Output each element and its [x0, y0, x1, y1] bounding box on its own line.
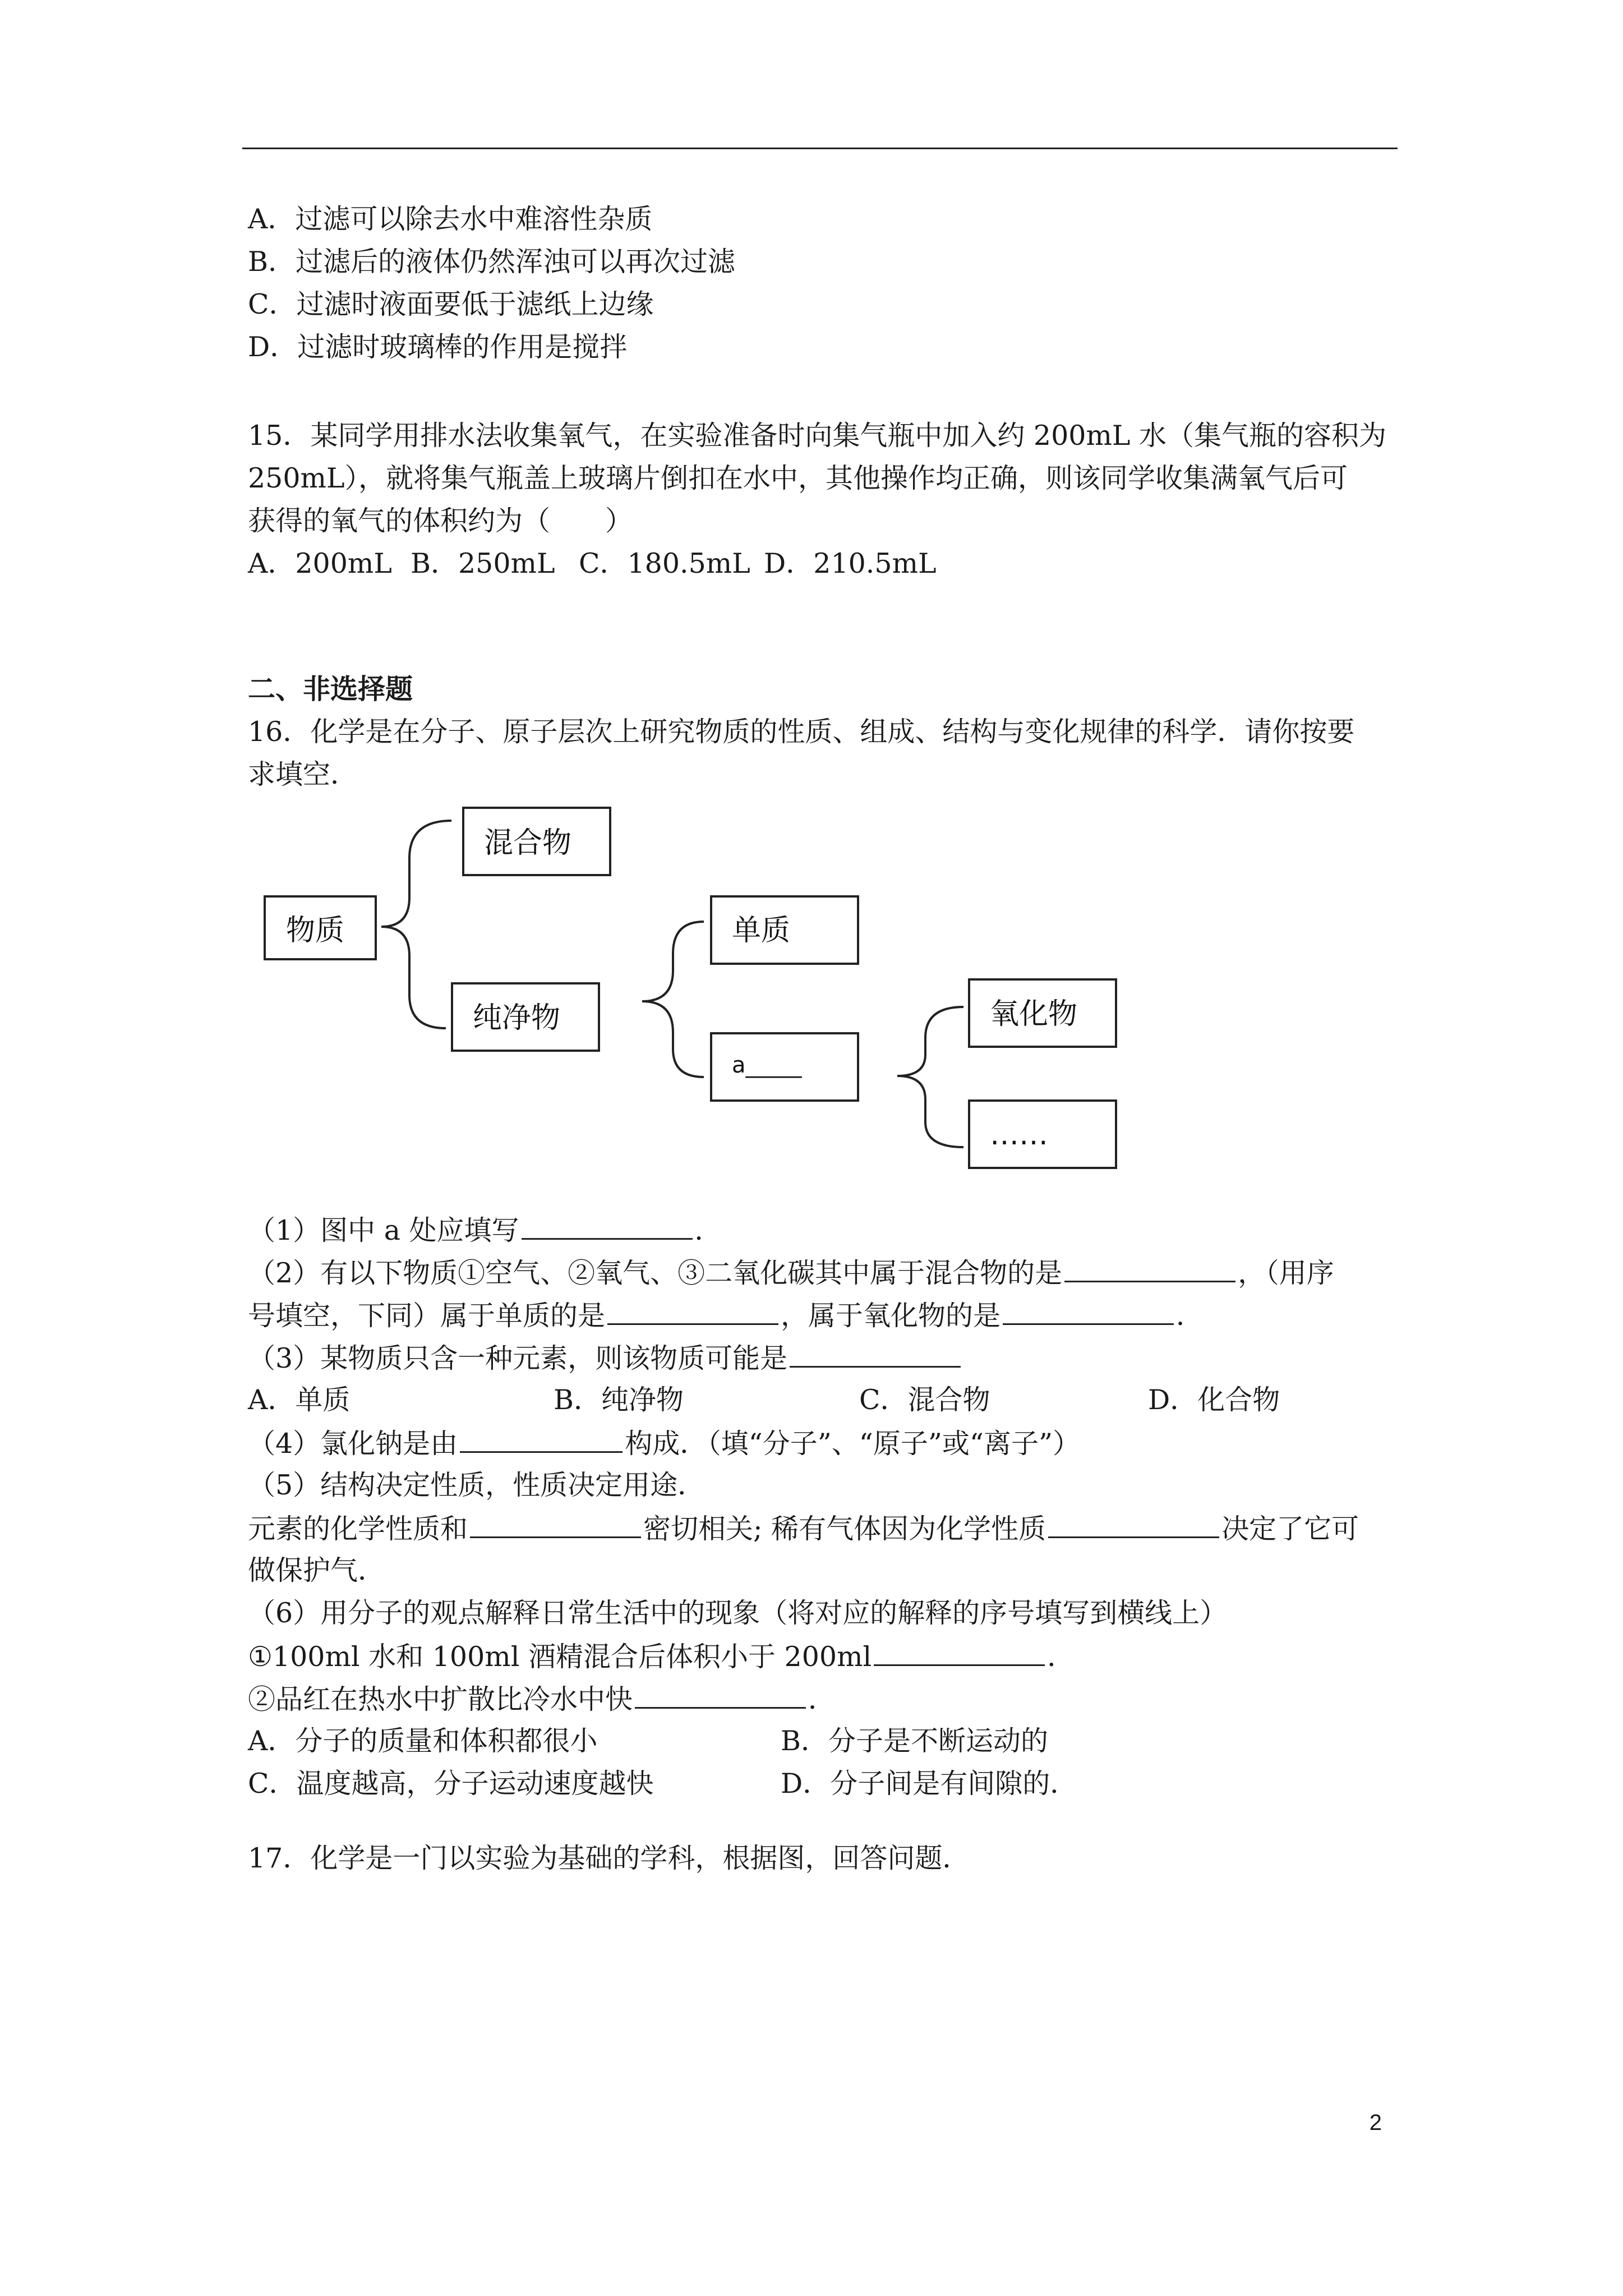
- q16-part-5-line-1: （5）结构决定性质，性质决定用途．: [248, 1469, 706, 1501]
- q16-part-1-end: ．: [694, 1214, 722, 1247]
- q15-stem-line-3: 获得的氧气的体积约为（ ）: [248, 505, 633, 537]
- q16-p3-option-b: B．纯净物: [554, 1384, 684, 1416]
- q16-part-5-text-3: 决定了它可: [1221, 1513, 1359, 1545]
- section-heading: 二、非选择题: [248, 673, 413, 705]
- q14-option-a: A．过滤可以除去水中难溶性杂质: [248, 203, 653, 235]
- answer-blank-element[interactable]: [607, 1299, 778, 1325]
- q16-p3-option-d: D．化合物: [1148, 1384, 1280, 1416]
- q15-option-c: C．180.5mL: [579, 547, 750, 579]
- label-others: ……: [990, 1118, 1048, 1152]
- q17-stem: 17．化学是一门以实验为基础的学科，根据图，回答问题．: [248, 1842, 970, 1874]
- q16-part-3-text: （3）某物质只含一种元素，则该物质可能是: [248, 1342, 788, 1375]
- q16-part-3-options: [248, 1384, 1280, 1417]
- answer-blank-a[interactable]: [522, 1213, 693, 1240]
- label-mixture: 混合物: [484, 826, 572, 860]
- q16-part-6-item-1: [248, 1640, 1075, 1674]
- q16-part-2-text-2: 号填空，下同）属于单质的是: [248, 1300, 606, 1332]
- q15-stem-line-1: 15．某同学用排水法收集氧气，在实验准备时向集气瓶中加入约 200mL 水（集气瓶的容积为: [248, 420, 1387, 452]
- answer-blank-noble-gas[interactable]: [1048, 1512, 1219, 1538]
- q16-part-6-item-2-text: ②品红在热水中扩散比冷水中快: [248, 1683, 633, 1716]
- q16-part-5-line-3: 做保护气．: [248, 1554, 386, 1586]
- q16-part-6-item-1-text: ①100ml 水和 100ml 酒精混合后体积小于 200ml: [248, 1641, 872, 1673]
- q16-part-6-item-2: [248, 1682, 836, 1717]
- q16-part-2-text: （2）有以下物质①空气、②氧气、③二氧化碳其中属于混合物的是: [248, 1257, 1063, 1290]
- q16-p3-option-c: C．混合物: [859, 1384, 990, 1416]
- q15-stem-line-2: 250mL），就将集气瓶盖上玻璃片倒扣在水中，其他操作均正确，则该同学收集满氧气后可: [248, 462, 1348, 494]
- q16-part-6-line-1: （6）用分子的观点解释日常生活中的现象（将对应的解释的序号填写到横线上）: [248, 1597, 1228, 1629]
- q16-p6-option-b: B．分子是不断运动的: [781, 1725, 1049, 1757]
- answer-blank-oxide[interactable]: [1003, 1299, 1174, 1325]
- answer-blank-nacl[interactable]: [460, 1427, 623, 1453]
- answer-blank-mixing[interactable]: [874, 1640, 1045, 1666]
- q16-part-2-end: ．: [1176, 1300, 1204, 1332]
- q16-stem-line-1: 16．化学是在分子、原子层次上研究物质的性质、组成、结构与变化规律的科学．请你按要: [248, 716, 1355, 748]
- q15-option-a: A．200mL: [248, 547, 392, 579]
- q16-part-2-text-3: ，属于氧化物的是: [781, 1300, 1001, 1332]
- q16-part-2-line-2: [248, 1299, 1204, 1333]
- brace-substance: [381, 821, 451, 1028]
- q16-p6-option-c: C．温度越高，分子运动速度越快: [248, 1768, 654, 1800]
- q16-p6-option-d: D．分子间是有间隙的．: [781, 1768, 1078, 1800]
- q16-part-6-options-row-1: [248, 1725, 1048, 1758]
- label-substance: 物质: [286, 914, 345, 947]
- q16-stem-line-2: 求填空．: [248, 758, 358, 790]
- q16-part-5-line-2: [248, 1512, 1359, 1546]
- q16-part-4: [248, 1427, 1080, 1461]
- q16-part-2-note: ，（用序: [1238, 1257, 1334, 1290]
- label-pure: 纯净物: [473, 1001, 561, 1035]
- brace-compound: [897, 1007, 963, 1147]
- page-number: 2: [1369, 2110, 1382, 2135]
- q16-part-6-options-row-2: [248, 1768, 1077, 1801]
- q15-option-d: D．210.5mL: [764, 547, 937, 579]
- q16-part-6-item-2-end: ．: [808, 1683, 836, 1716]
- q16-part-2-line-1: [248, 1256, 1334, 1290]
- q14-option-d: D．过滤时玻璃棒的作用是搅拌: [248, 331, 628, 363]
- q14-option-b: B．过滤后的液体仍然浑浊可以再次过滤: [248, 246, 736, 278]
- label-oxide: 氧化物: [990, 997, 1078, 1031]
- answer-blank-mixture[interactable]: [1064, 1256, 1235, 1282]
- q16-part-1: [248, 1213, 722, 1248]
- q16-part-5-text-2: 密切相关; 稀有气体因为化学性质: [643, 1513, 1046, 1545]
- q16-part-6-item-1-end: ．: [1047, 1641, 1075, 1673]
- q16-part-3: [248, 1341, 963, 1375]
- q14-option-c: C．过滤时液面要低于滤纸上边缘: [248, 288, 654, 320]
- brace-pure: [642, 922, 704, 1077]
- q16-p3-option-a: A．单质: [248, 1384, 351, 1416]
- q15-option-b: B．250mL: [411, 547, 555, 579]
- q16-part-4-note: 构成．（填“分子”、“原子”或“离子”）: [625, 1428, 1080, 1460]
- answer-blank-diffusion[interactable]: [635, 1682, 806, 1709]
- q16-part-4-text: （4）氯化钠是由: [248, 1428, 458, 1460]
- q16-part-5-text: 元素的化学性质和: [248, 1513, 468, 1545]
- answer-blank-single-element[interactable]: [790, 1341, 961, 1368]
- label-element-substance: 单质: [732, 914, 791, 947]
- q16-p6-option-a: A．分子的质量和体积都很小: [248, 1725, 598, 1757]
- q16-part-1-text: （1）图中 a 处应填写: [248, 1214, 519, 1247]
- label-a-blank: a_____: [732, 1052, 802, 1078]
- answer-blank-chem-property[interactable]: [470, 1512, 641, 1538]
